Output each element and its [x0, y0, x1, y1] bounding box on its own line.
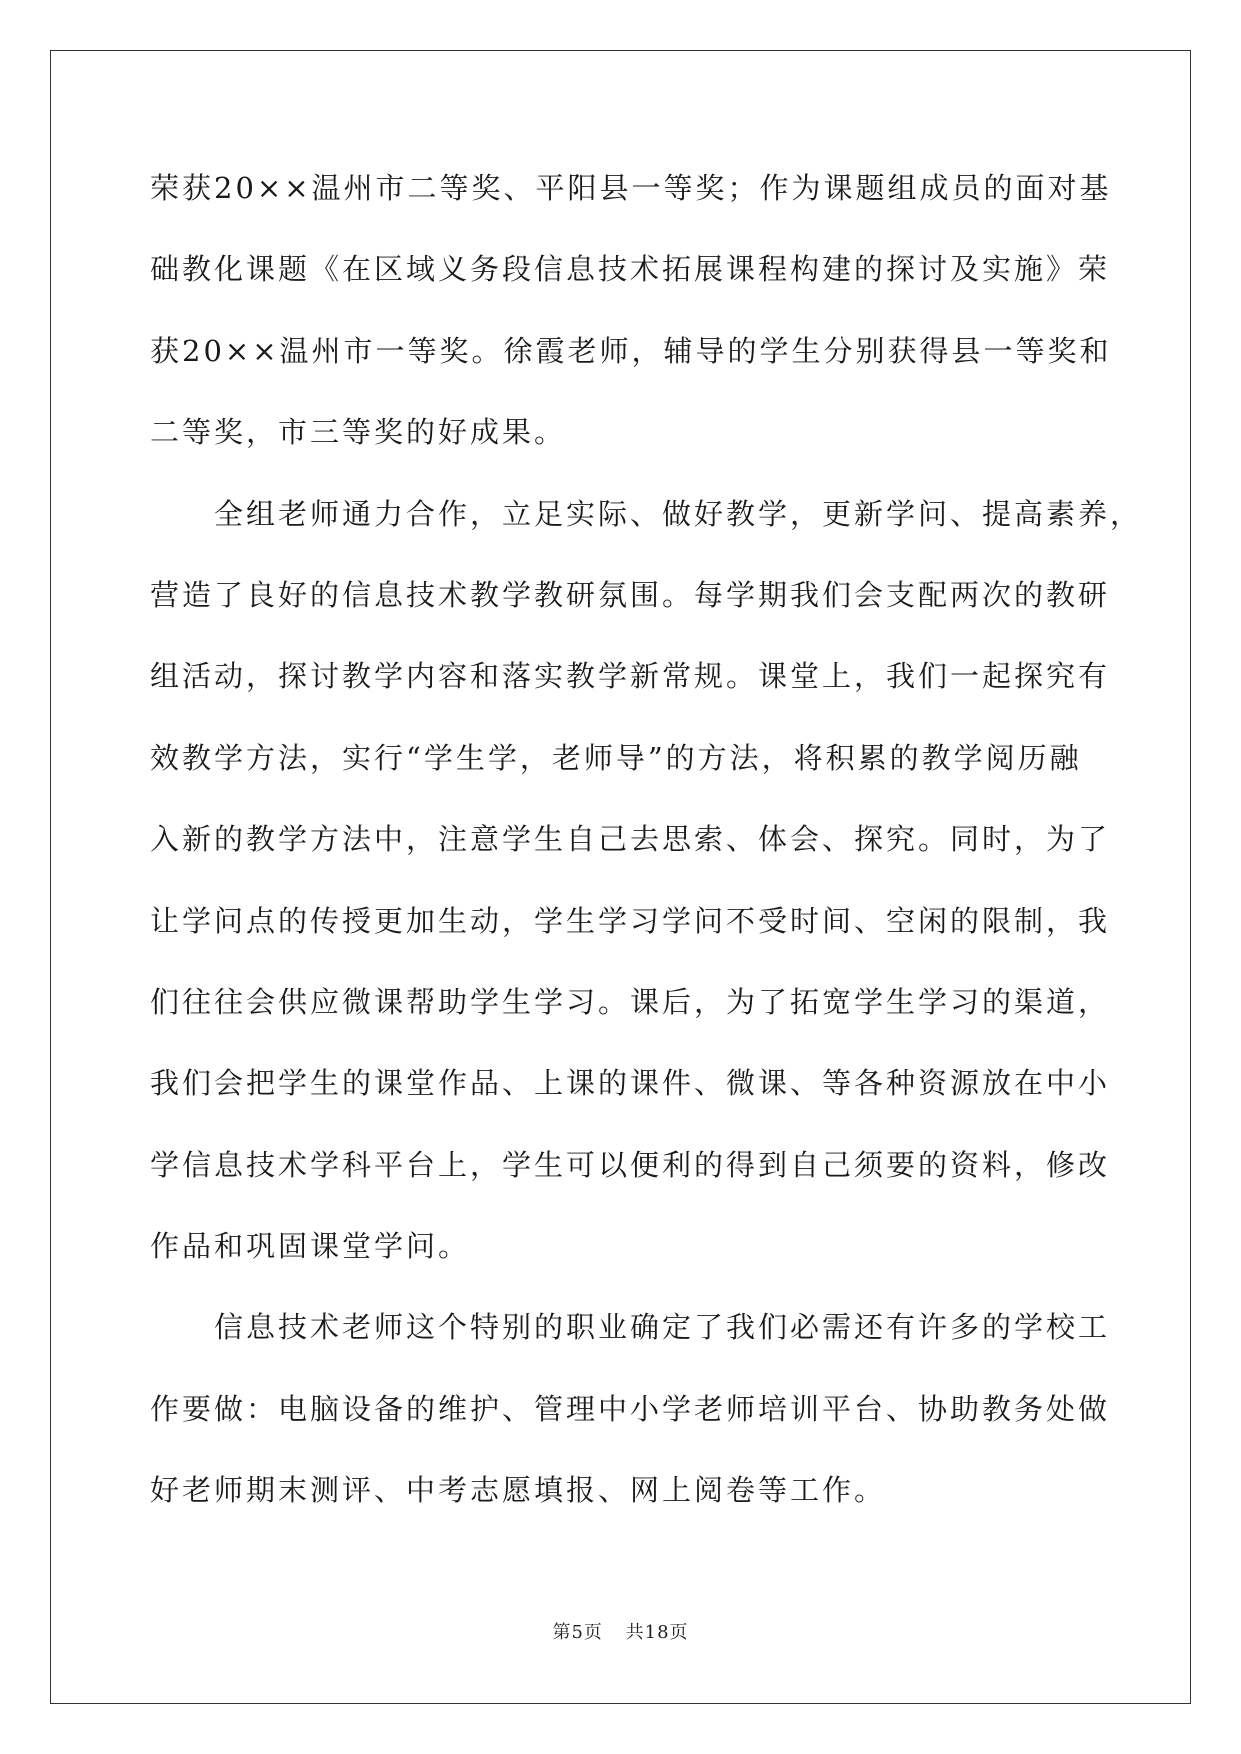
text-line: 效教学方法，实行“学生学，老师导”的方法，将积累的教学阅历融	[150, 740, 1082, 775]
page-footer	[0, 1618, 1241, 1644]
text-line: 组活动，探讨教学内容和落实教学新常规。课堂上，我们一起探究有	[150, 659, 1111, 694]
text-line: 们往往会供应微课帮助学生学习。课后，为了拓宽学生学习的渠道，	[150, 984, 1111, 1019]
text-line: 我们会把学生的课堂作品、上课的课件、微课、等各种资源放在中小	[150, 1066, 1111, 1101]
text-line: 全组老师通力合作，立足实际、做好教学，更新学问、提高素养，	[214, 496, 1143, 531]
text-line: 营造了良好的信息技术教学教研氛围。每学期我们会支配两次的教研	[150, 577, 1111, 612]
page-number: 第5页	[552, 1622, 603, 1643]
text-line: 础教化课题《在区域义务段信息技术拓展课程构建的探讨及实施》荣	[150, 252, 1111, 287]
text-line: 二等奖，市三等奖的好成果。	[150, 415, 567, 450]
text-line: 作要做：电脑设备的维护、管理中小学老师培训平台、协助教务处做	[150, 1391, 1111, 1426]
text-line: 荣获20××温州市二等奖、平阳县一等奖；作为课题组成员的面对基	[150, 171, 1112, 205]
page-total: 共18页	[625, 1622, 689, 1643]
text-line: 入新的教学方法中，注意学生自己去思索、体会、探究。同时，为了	[150, 822, 1111, 857]
text-line: 好老师期末测评、中考志愿填报、网上阅卷等工作。	[150, 1473, 887, 1508]
text-line: 学信息技术学科平台上，学生可以便利的得到自己须要的资料，修改	[150, 1147, 1111, 1182]
text-line: 让学问点的传授更加生动，学生学习学问不受时间、空闲的限制，我	[150, 903, 1111, 938]
text-line: 信息技术老师这个特别的职业确定了我们必需还有许多的学校工	[214, 1310, 1111, 1345]
document-body	[150, 158, 1143, 1542]
text-line: 获20××温州市一等奖。徐霞老师，辅导的学生分别获得县一等奖和	[150, 333, 1112, 368]
text-line: 作品和巩固课堂学问。	[150, 1229, 471, 1264]
